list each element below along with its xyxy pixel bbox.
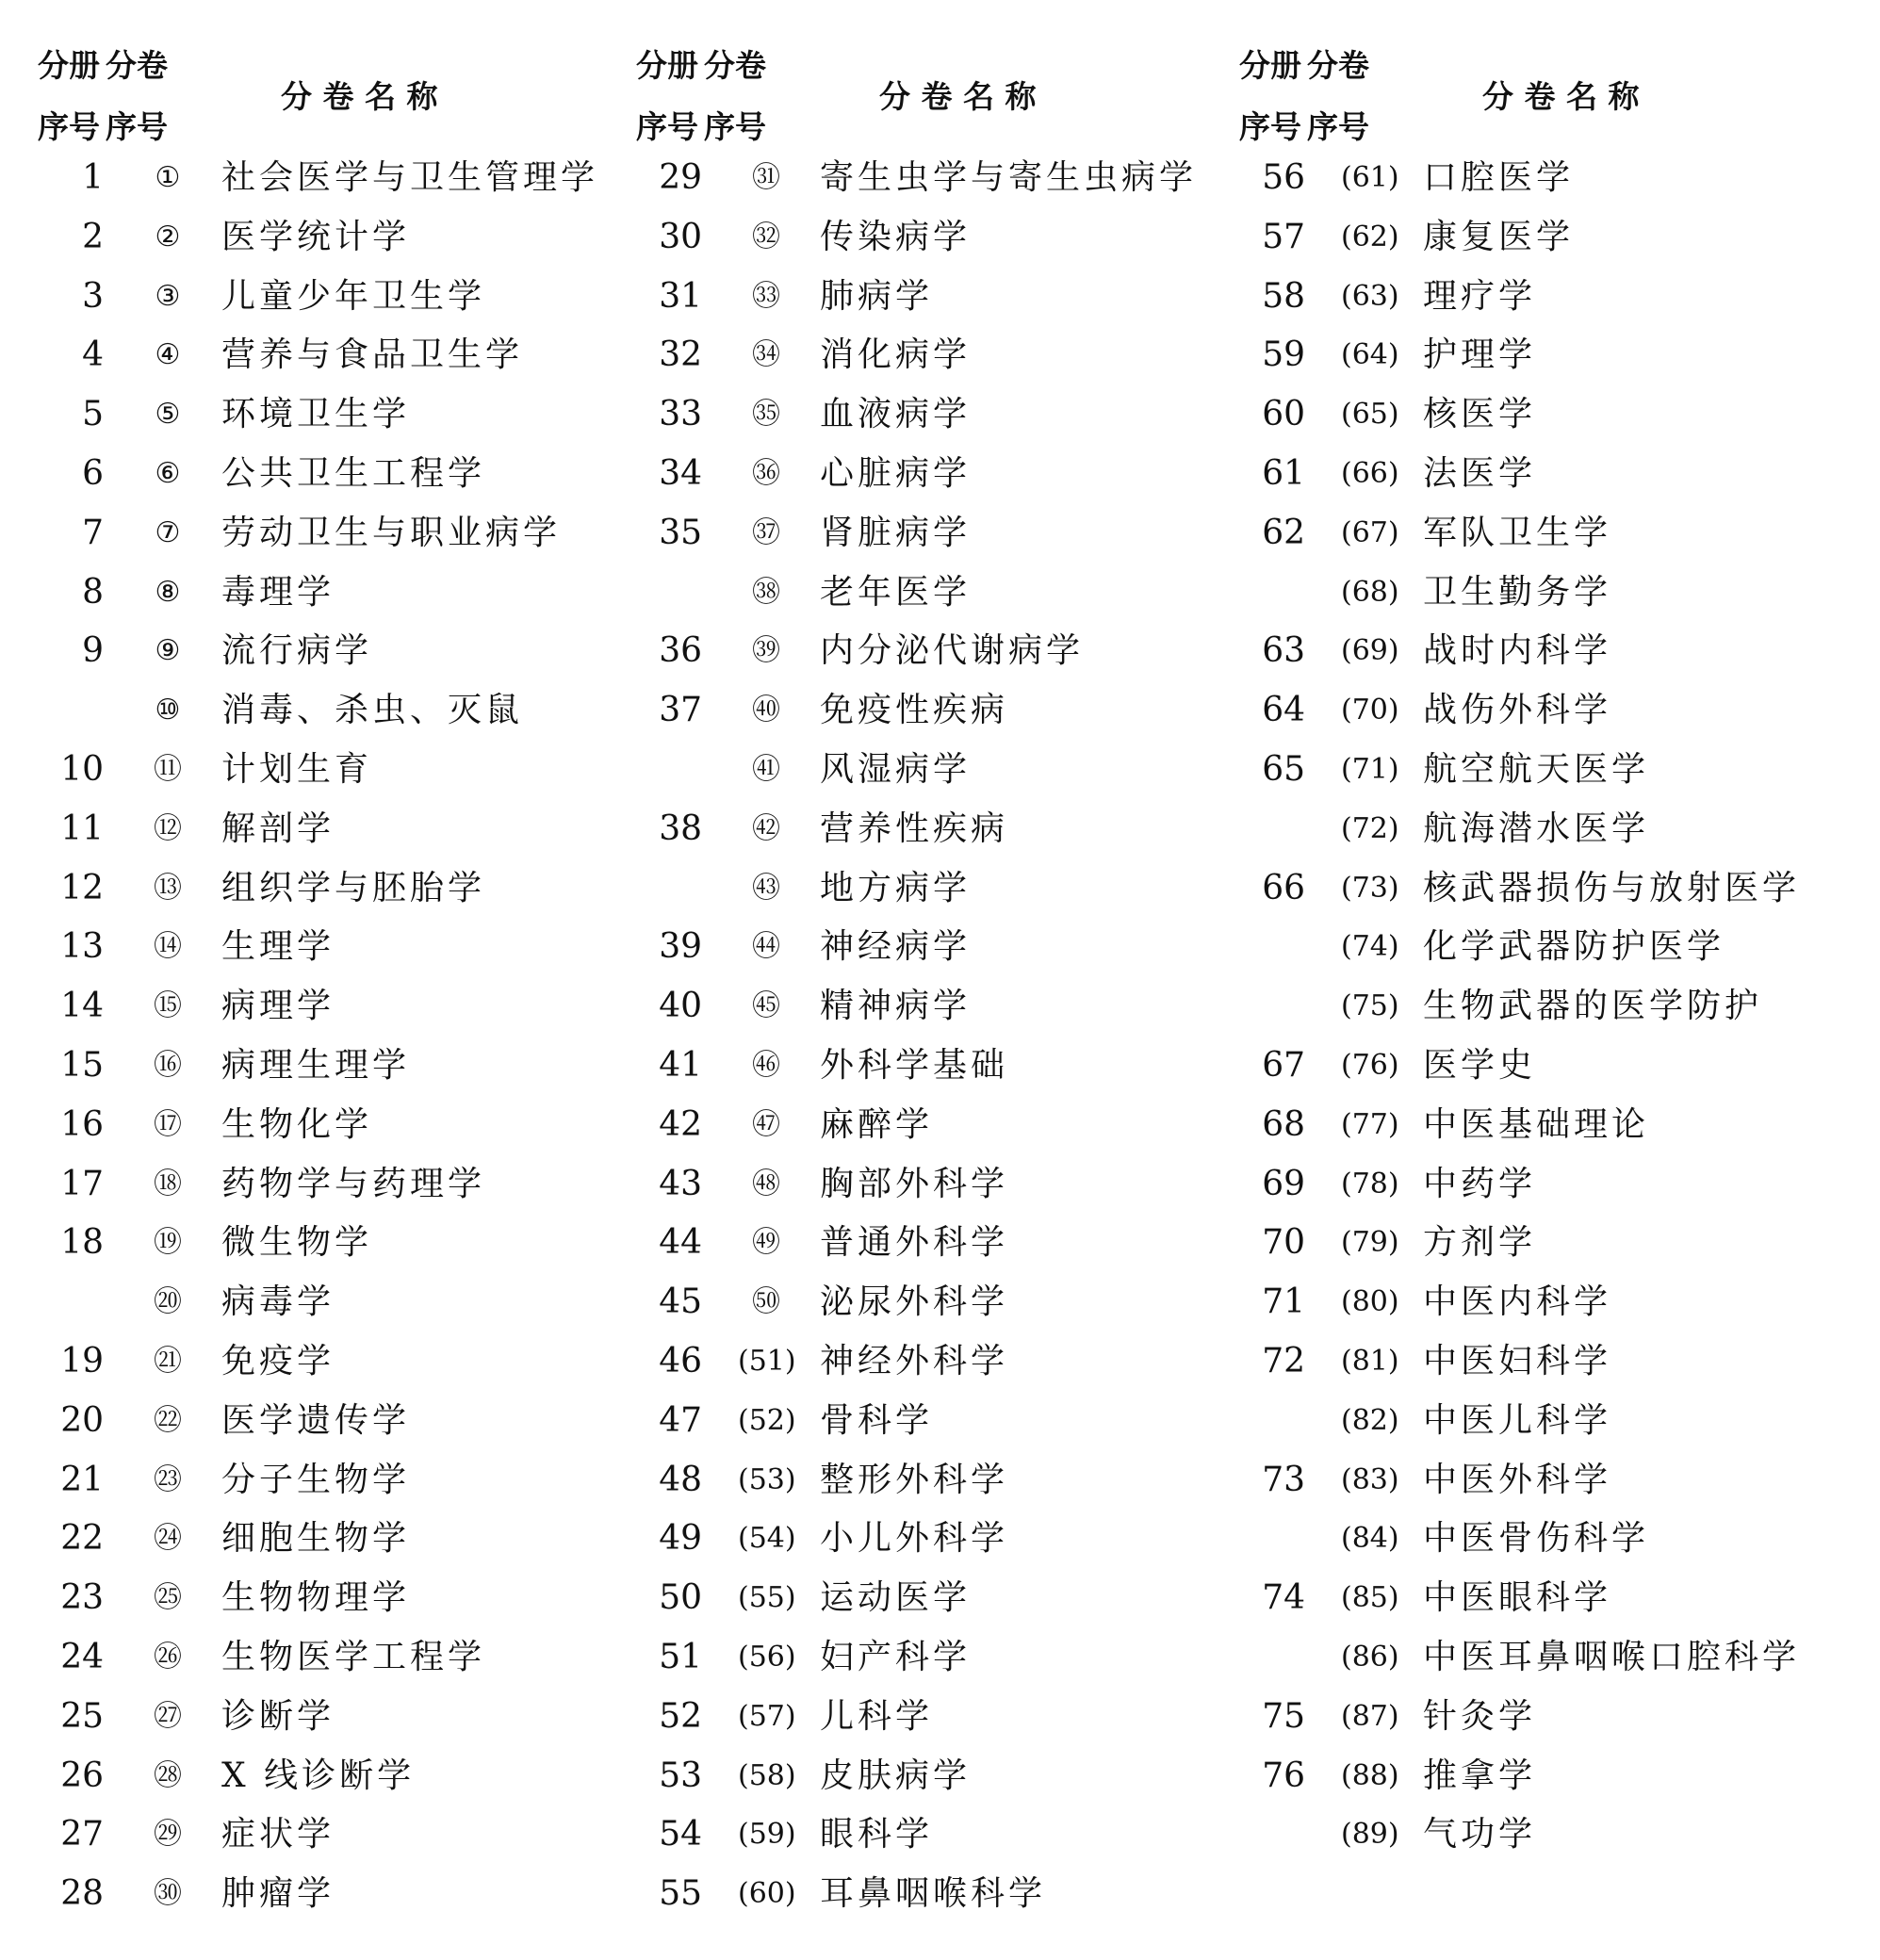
book-number: 67 bbox=[1262, 1045, 1305, 1085]
book-number: 27 bbox=[60, 1815, 104, 1854]
volume-number: ⑤ bbox=[155, 398, 181, 432]
volume-name: 营养性疾病 bbox=[820, 808, 1009, 848]
volume-name: 免疫性疾病 bbox=[820, 691, 1009, 730]
volume-number: (72) bbox=[1341, 811, 1399, 845]
volume-number: (89) bbox=[1341, 1818, 1399, 1852]
volume-number: (63) bbox=[1341, 279, 1399, 313]
volume-number: ⑯ bbox=[154, 1048, 182, 1082]
volume-number: (66) bbox=[1341, 456, 1399, 490]
volume-name: 公共卫生工程学 bbox=[221, 453, 486, 493]
volume-name: 内分泌代谢病学 bbox=[820, 631, 1085, 671]
book-number: 1 bbox=[82, 158, 104, 197]
volume-name: 神经外科学 bbox=[820, 1341, 1009, 1380]
header-book-no-line1: 分册 bbox=[636, 47, 698, 84]
book-number: 66 bbox=[1262, 868, 1305, 907]
book-number: 68 bbox=[1262, 1104, 1305, 1144]
volume-name: X 线诊断学 bbox=[221, 1756, 416, 1795]
volume-number: ⑲ bbox=[154, 1226, 182, 1260]
book-number: 57 bbox=[1262, 217, 1305, 256]
book-number: 31 bbox=[659, 276, 702, 316]
book-number: 30 bbox=[659, 217, 702, 256]
book-number: 60 bbox=[1262, 395, 1305, 434]
volume-number: ㊻ bbox=[752, 1048, 780, 1082]
volume-number: ⑭ bbox=[154, 930, 182, 964]
header-vol-no-line1: 分卷 bbox=[1307, 47, 1369, 84]
volume-name: 劳动卫生与职业病学 bbox=[221, 513, 562, 552]
book-number: 69 bbox=[1262, 1164, 1305, 1203]
volume-name: 流行病学 bbox=[221, 631, 373, 671]
book-number: 29 bbox=[659, 158, 702, 197]
book-number: 63 bbox=[1262, 631, 1305, 671]
volume-name: 病理学 bbox=[221, 987, 335, 1026]
volume-name: 中医儿科学 bbox=[1423, 1400, 1612, 1440]
volume-name: 症状学 bbox=[221, 1815, 335, 1854]
book-number: 26 bbox=[60, 1756, 104, 1795]
volume-number: ㊷ bbox=[752, 811, 780, 845]
volume-name: 气功学 bbox=[1423, 1815, 1537, 1854]
volume-number: ⑧ bbox=[155, 575, 181, 609]
volume-name: 生物化学 bbox=[221, 1104, 373, 1144]
book-number: 72 bbox=[1262, 1341, 1305, 1380]
volume-name: 心脏病学 bbox=[820, 453, 972, 493]
volume-number: ㉑ bbox=[154, 1344, 182, 1378]
volume-name: 骨科学 bbox=[820, 1400, 934, 1440]
volume-number: (68) bbox=[1341, 575, 1399, 609]
volume-number: ⑥ bbox=[155, 456, 181, 490]
volume-number: ㊶ bbox=[752, 752, 780, 786]
book-number: 24 bbox=[60, 1637, 104, 1676]
volume-name: 法医学 bbox=[1423, 453, 1537, 493]
header-book-no-line2: 序号 bbox=[1239, 108, 1301, 145]
book-number: 32 bbox=[659, 335, 702, 375]
volume-name: 精神病学 bbox=[820, 987, 972, 1026]
book-number: 43 bbox=[659, 1164, 702, 1203]
book-number: 42 bbox=[659, 1104, 702, 1144]
book-number: 75 bbox=[1262, 1696, 1305, 1736]
volume-number: ㉚ bbox=[154, 1877, 182, 1911]
book-number: 13 bbox=[60, 927, 104, 967]
volume-number: ㉟ bbox=[752, 398, 780, 432]
volume-number: ㉝ bbox=[752, 279, 780, 313]
volume-name: 病毒学 bbox=[221, 1282, 335, 1322]
volume-number: (76) bbox=[1341, 1048, 1399, 1082]
volume-number: (70) bbox=[1341, 694, 1399, 727]
volume-number: (61) bbox=[1341, 161, 1399, 194]
volume-name: 消化病学 bbox=[820, 335, 972, 375]
book-number: 76 bbox=[1262, 1756, 1305, 1795]
book-number: 39 bbox=[659, 927, 702, 967]
volume-name: 生物医学工程学 bbox=[221, 1637, 486, 1676]
volume-name: 战伤外科学 bbox=[1423, 691, 1612, 730]
volume-number: (86) bbox=[1341, 1640, 1399, 1674]
volume-name: 组织学与胚胎学 bbox=[221, 868, 486, 907]
volume-name: 整形外科学 bbox=[820, 1460, 1009, 1499]
header-book-no-line1: 分册 bbox=[38, 47, 100, 84]
volume-name: 儿科学 bbox=[820, 1696, 934, 1736]
book-number: 64 bbox=[1262, 691, 1305, 730]
book-number: 38 bbox=[659, 808, 702, 848]
volume-number: (78) bbox=[1341, 1167, 1399, 1200]
book-number: 34 bbox=[659, 453, 702, 493]
volume-number: ㉓ bbox=[154, 1462, 182, 1496]
volume-name: 战时内科学 bbox=[1423, 631, 1612, 671]
volume-number: (75) bbox=[1341, 989, 1399, 1023]
book-number: 3 bbox=[82, 276, 104, 316]
volume-name: 核武器损伤与放射医学 bbox=[1423, 868, 1801, 907]
book-number: 55 bbox=[659, 1874, 702, 1914]
volume-name: 诊断学 bbox=[221, 1696, 335, 1736]
book-number: 61 bbox=[1262, 453, 1305, 493]
volume-number: (79) bbox=[1341, 1226, 1399, 1260]
volume-number: (53) bbox=[738, 1462, 796, 1496]
volume-number: ㉙ bbox=[154, 1818, 182, 1852]
book-number: 18 bbox=[60, 1223, 104, 1263]
volume-number: ㊲ bbox=[752, 515, 780, 549]
volume-name: 泌尿外科学 bbox=[820, 1282, 1009, 1322]
book-number: 19 bbox=[60, 1341, 104, 1380]
volume-name: 化学武器防护医学 bbox=[1423, 927, 1725, 967]
header-vol-no-line2: 序号 bbox=[704, 108, 766, 145]
book-number: 10 bbox=[60, 749, 104, 789]
book-number: 47 bbox=[659, 1400, 702, 1440]
volume-name: 寄生虫学与寄生虫病学 bbox=[820, 158, 1198, 197]
book-number: 50 bbox=[659, 1578, 702, 1618]
volume-name: 航海潜水医学 bbox=[1423, 808, 1650, 848]
volume-name: 针灸学 bbox=[1423, 1696, 1537, 1736]
book-number: 53 bbox=[659, 1756, 702, 1795]
volume-name: 理疗学 bbox=[1423, 276, 1537, 316]
volume-number: (88) bbox=[1341, 1758, 1399, 1792]
book-number: 45 bbox=[659, 1282, 702, 1322]
volume-name: 航空航天医学 bbox=[1423, 749, 1650, 789]
volume-number: (87) bbox=[1341, 1699, 1399, 1733]
volume-number: ⑦ bbox=[155, 515, 181, 549]
volume-name: 血液病学 bbox=[820, 395, 972, 434]
volume-name: 医学遗传学 bbox=[221, 1400, 411, 1440]
volume-name: 中医骨伤科学 bbox=[1423, 1519, 1650, 1559]
book-number: 21 bbox=[60, 1460, 104, 1499]
book-number: 9 bbox=[82, 631, 104, 671]
book-number: 14 bbox=[60, 987, 104, 1026]
volume-name: 药物学与药理学 bbox=[221, 1164, 486, 1203]
book-number: 70 bbox=[1262, 1223, 1305, 1263]
volume-number: (54) bbox=[738, 1522, 796, 1556]
volume-name: 卫生勤务学 bbox=[1423, 572, 1612, 612]
volume-name: 分子生物学 bbox=[221, 1460, 411, 1499]
book-number: 16 bbox=[60, 1104, 104, 1144]
header-volume-name: 分 卷 名 称 bbox=[879, 78, 1037, 115]
volume-name: 推拿学 bbox=[1423, 1756, 1537, 1795]
book-number: 62 bbox=[1262, 513, 1305, 552]
volume-number: (64) bbox=[1341, 338, 1399, 372]
volume-name: 中医眼科学 bbox=[1423, 1578, 1612, 1618]
volume-name: 方剂学 bbox=[1423, 1223, 1537, 1263]
volume-name: 细胞生物学 bbox=[221, 1519, 411, 1559]
volume-name: 儿童少年卫生学 bbox=[221, 276, 486, 316]
volume-name: 风湿病学 bbox=[820, 749, 972, 789]
book-number: 12 bbox=[60, 868, 104, 907]
book-number: 22 bbox=[60, 1519, 104, 1559]
book-number: 35 bbox=[659, 513, 702, 552]
volume-name: 免疫学 bbox=[221, 1341, 335, 1380]
book-number: 56 bbox=[1262, 158, 1305, 197]
book-number: 74 bbox=[1262, 1578, 1305, 1618]
book-number: 73 bbox=[1262, 1460, 1305, 1499]
book-number: 37 bbox=[659, 691, 702, 730]
volume-number: ⑪ bbox=[154, 752, 182, 786]
book-number: 33 bbox=[659, 395, 702, 434]
header-book-no-line2: 序号 bbox=[38, 108, 100, 145]
book-number: 41 bbox=[659, 1045, 702, 1085]
book-number: 52 bbox=[659, 1696, 702, 1736]
volume-name: 消毒、杀虫、灭鼠 bbox=[221, 691, 524, 730]
volume-name: 护理学 bbox=[1423, 335, 1537, 375]
volume-number: (67) bbox=[1341, 515, 1399, 549]
volume-name: 生物武器的医学防护 bbox=[1423, 987, 1763, 1026]
volume-number: ④ bbox=[155, 338, 181, 372]
volume-name: 口腔医学 bbox=[1423, 158, 1575, 197]
volume-number: (51) bbox=[738, 1344, 796, 1378]
volume-name: 毒理学 bbox=[221, 572, 335, 612]
volume-number: (60) bbox=[738, 1877, 796, 1911]
volume-name: 传染病学 bbox=[820, 217, 972, 256]
volume-number: (59) bbox=[738, 1818, 796, 1852]
volume-name: 营养与食品卫生学 bbox=[221, 335, 524, 375]
volume-name: 计划生育 bbox=[221, 749, 373, 789]
volume-number: ㊱ bbox=[752, 456, 780, 490]
volume-number: (81) bbox=[1341, 1344, 1399, 1378]
header-vol-no-line1: 分卷 bbox=[106, 47, 168, 84]
volume-number: ⑰ bbox=[154, 1107, 182, 1141]
volume-name: 神经病学 bbox=[820, 927, 972, 967]
book-number: 46 bbox=[659, 1341, 702, 1380]
volume-number: (77) bbox=[1341, 1107, 1399, 1141]
volume-number: ㉞ bbox=[752, 338, 780, 372]
book-number: 40 bbox=[659, 987, 702, 1026]
header-book-no-line2: 序号 bbox=[636, 108, 698, 145]
header-book-no-line1: 分册 bbox=[1239, 47, 1301, 84]
volume-number: ③ bbox=[155, 279, 181, 313]
volume-number: ㊽ bbox=[752, 1167, 780, 1200]
book-number: 28 bbox=[60, 1874, 104, 1914]
book-number: 58 bbox=[1262, 276, 1305, 316]
volume-number: ㉒ bbox=[154, 1403, 182, 1437]
volume-name: 康复医学 bbox=[1423, 217, 1575, 256]
book-number: 8 bbox=[82, 572, 104, 612]
book-number: 54 bbox=[659, 1815, 702, 1854]
volume-number: (65) bbox=[1341, 398, 1399, 432]
volume-number: ㊳ bbox=[752, 575, 780, 609]
volume-name: 中医外科学 bbox=[1423, 1460, 1612, 1499]
volume-number: ⑬ bbox=[154, 871, 182, 905]
volume-name: 妇产科学 bbox=[820, 1637, 972, 1676]
volume-name: 运动医学 bbox=[820, 1578, 972, 1618]
volume-number: ㊸ bbox=[752, 871, 780, 905]
volume-name: 生物物理学 bbox=[221, 1578, 411, 1618]
book-number: 36 bbox=[659, 631, 702, 671]
volume-number: ㊹ bbox=[752, 930, 780, 964]
volume-number: ⑩ bbox=[155, 694, 181, 727]
header-volume-name: 分 卷 名 称 bbox=[1482, 78, 1640, 115]
volume-name: 肾脏病学 bbox=[820, 513, 972, 552]
volume-number: ㊼ bbox=[752, 1107, 780, 1141]
volume-name: 核医学 bbox=[1423, 395, 1537, 434]
header-vol-no-line2: 序号 bbox=[1307, 108, 1369, 145]
book-number: 44 bbox=[659, 1223, 702, 1263]
volume-name: 医学统计学 bbox=[221, 217, 411, 256]
volume-name: 肿瘤学 bbox=[221, 1874, 335, 1914]
book-number: 4 bbox=[82, 335, 104, 375]
volume-name: 地方病学 bbox=[820, 868, 972, 907]
volume-number: ⑮ bbox=[154, 989, 182, 1023]
volume-number: ㉖ bbox=[154, 1640, 182, 1674]
volume-number: ⑱ bbox=[154, 1167, 182, 1200]
volume-name: 胸部外科学 bbox=[820, 1164, 1009, 1203]
volume-name: 解剖学 bbox=[221, 808, 335, 848]
book-number: 5 bbox=[82, 395, 104, 434]
volume-number: ② bbox=[155, 220, 181, 253]
volume-number: ㉗ bbox=[154, 1699, 182, 1733]
volume-number: ⑳ bbox=[154, 1285, 182, 1319]
book-number: 65 bbox=[1262, 749, 1305, 789]
volume-number: ⑨ bbox=[155, 634, 181, 668]
book-number: 23 bbox=[60, 1578, 104, 1618]
volume-number: (73) bbox=[1341, 871, 1399, 905]
volume-name: 环境卫生学 bbox=[221, 395, 411, 434]
volume-number: ㊾ bbox=[752, 1226, 780, 1260]
book-number: 48 bbox=[659, 1460, 702, 1499]
book-number: 49 bbox=[659, 1519, 702, 1559]
book-number: 15 bbox=[60, 1045, 104, 1085]
header-vol-no-line1: 分卷 bbox=[704, 47, 766, 84]
book-number: 59 bbox=[1262, 335, 1305, 375]
header-volume-name: 分 卷 名 称 bbox=[281, 78, 438, 115]
volume-number: ㉜ bbox=[752, 220, 780, 253]
header-vol-no-line2: 序号 bbox=[106, 108, 168, 145]
volume-name: 中医内科学 bbox=[1423, 1282, 1612, 1322]
volume-name: 中医耳鼻咽喉口腔科学 bbox=[1423, 1637, 1801, 1676]
book-number: 17 bbox=[60, 1164, 104, 1203]
book-number: 20 bbox=[60, 1400, 104, 1440]
volume-number: (57) bbox=[738, 1699, 796, 1733]
volume-number: ㉘ bbox=[154, 1758, 182, 1792]
book-number: 2 bbox=[82, 217, 104, 256]
volume-number: (71) bbox=[1341, 752, 1399, 786]
book-number: 11 bbox=[60, 808, 104, 848]
book-number: 25 bbox=[60, 1696, 104, 1736]
volume-name: 医学史 bbox=[1423, 1045, 1537, 1085]
volume-name: 老年医学 bbox=[820, 572, 972, 612]
volume-number: ㊴ bbox=[752, 634, 780, 668]
volume-name: 中医基础理论 bbox=[1423, 1104, 1650, 1144]
book-number: 7 bbox=[82, 513, 104, 552]
volume-number: (85) bbox=[1341, 1581, 1399, 1615]
volume-number: (56) bbox=[738, 1640, 796, 1674]
volume-name: 中药学 bbox=[1423, 1164, 1537, 1203]
volume-number: (58) bbox=[738, 1758, 796, 1792]
volume-name: 病理生理学 bbox=[221, 1045, 411, 1085]
book-number: 51 bbox=[659, 1637, 702, 1676]
volume-number: (84) bbox=[1341, 1522, 1399, 1556]
volume-name: 微生物学 bbox=[221, 1223, 373, 1263]
volume-number: (62) bbox=[1341, 220, 1399, 253]
volume-name: 社会医学与卫生管理学 bbox=[221, 158, 599, 197]
volume-name: 皮肤病学 bbox=[820, 1756, 972, 1795]
volume-number: (69) bbox=[1341, 634, 1399, 668]
volume-name: 小儿外科学 bbox=[820, 1519, 1009, 1559]
volume-number: (55) bbox=[738, 1581, 796, 1615]
volume-number: ㊺ bbox=[752, 989, 780, 1023]
volume-number: (52) bbox=[738, 1403, 796, 1437]
volume-name: 普通外科学 bbox=[820, 1223, 1009, 1263]
volume-name: 肺病学 bbox=[820, 276, 934, 316]
volume-number: ⑫ bbox=[154, 811, 182, 845]
volume-number: ㉕ bbox=[154, 1581, 182, 1615]
volume-name: 军队卫生学 bbox=[1423, 513, 1612, 552]
volume-number: ㊵ bbox=[752, 694, 780, 727]
volume-number: (83) bbox=[1341, 1462, 1399, 1496]
book-number: 71 bbox=[1262, 1282, 1305, 1322]
volume-number: ① bbox=[155, 161, 181, 194]
volume-name: 耳鼻咽喉科学 bbox=[820, 1874, 1047, 1914]
volume-number: ㊿ bbox=[752, 1285, 780, 1319]
volume-name: 眼科学 bbox=[820, 1815, 934, 1854]
volume-name: 生理学 bbox=[221, 927, 335, 967]
volume-number: ㉔ bbox=[154, 1522, 182, 1556]
volume-number: ㉛ bbox=[752, 161, 780, 194]
volume-name: 麻醉学 bbox=[820, 1104, 934, 1144]
book-number: 6 bbox=[82, 453, 104, 493]
volume-name: 外科学基础 bbox=[820, 1045, 1009, 1085]
volume-number: (82) bbox=[1341, 1403, 1399, 1437]
volume-name: 中医妇科学 bbox=[1423, 1341, 1612, 1380]
volume-number: (80) bbox=[1341, 1285, 1399, 1319]
volume-number: (74) bbox=[1341, 930, 1399, 964]
